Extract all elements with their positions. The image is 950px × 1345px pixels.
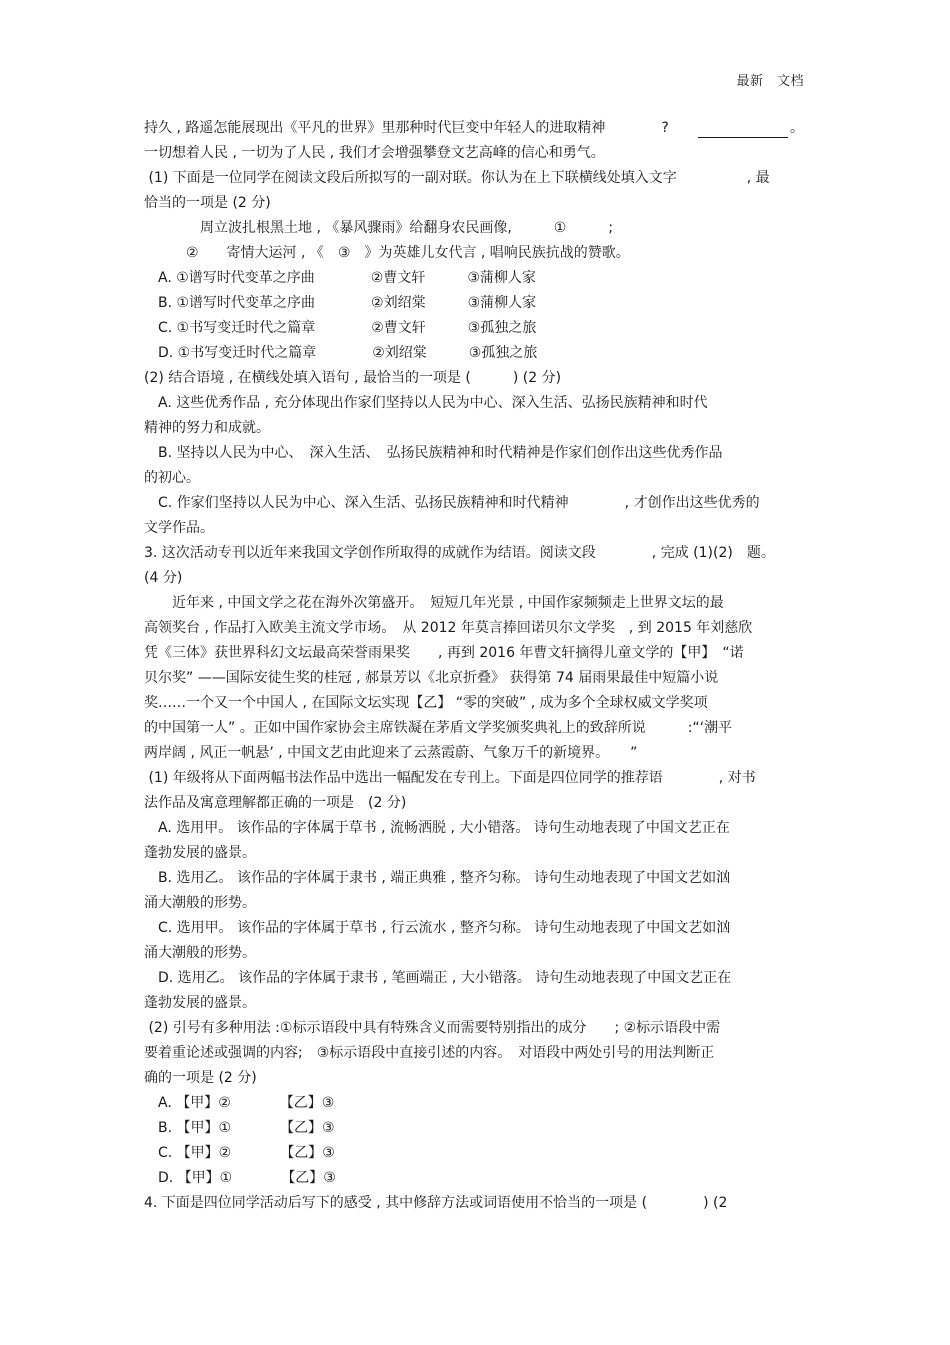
text-line: 确的一项是 (2 分) — [144, 1070, 257, 1086]
page-header: 最新 文档 — [736, 74, 804, 89]
text-line: 两岸阔 , 风正一帆悬’ , 中国文艺由此迎来了云蒸霞蔚、气象万千的新境界。 ” — [144, 745, 638, 761]
text-line: B. ①谱写时代变革之序曲 ②刘绍棠 ③蒲柳人家 — [144, 295, 537, 311]
text-line: B. 坚持以人民为中心、 深入生活、 弘扬民族精神和时代精神是作家们创作出这些优秀作品 — [144, 445, 723, 461]
text-line: (1) 下面是一位同学在阅读文段后所拟写的一副对联。你认为在上下联横线处填入文字 , 最 — [144, 170, 770, 186]
trailing-period: 。 — [790, 120, 804, 136]
text-line: 蓬勃发展的盛景。 — [144, 845, 256, 861]
text-line: A. 这些优秀作品 , 充分体现出作家们坚持以人民为中心、深入生活、弘扬民族精神和时代 — [144, 395, 708, 411]
text-line: 的初心。 — [144, 470, 200, 486]
text-line: D. 【甲】① 【乙】③ — [144, 1170, 336, 1186]
text-line: 凭《三体》获世界科幻文坛最高荣誉雨果奖 , 再到 2016 年曹文轩摘得儿童文学的【甲】 “诺 — [144, 645, 744, 661]
text-line: 涌大潮般的形势。 — [144, 895, 256, 911]
text-line: C. 选用甲。 该作品的字体属于草书 , 行云流水 , 整齐匀称。 诗句生动地表现了中国文艺如汹 — [144, 920, 731, 936]
text-line: 高领奖台 , 作品打入欧美主流文学市场。 从 2012 年莫言捧回诺贝尔文学奖 , 到 2015 年刘慈欣 — [144, 620, 753, 636]
text-line: 持久 , 路遥怎能展现出《平凡的世界》里那种时代巨变中年轻人的进取精神 ? — [144, 120, 669, 136]
text-line: D. ①书写变迁时代之篇章 ②刘绍棠 ③孤独之旅 — [144, 345, 538, 361]
text-line: 恰当的一项是 (2 分) — [144, 195, 271, 211]
text-line: 法作品及寓意理解都正确的一项是 (2 分) — [144, 795, 407, 811]
text-line: 贝尔奖” ——国际安徒生奖的桂冠 , 郝景芳以《北京折叠》 获得第 74 届雨果最佳中短篇小说 — [144, 670, 719, 686]
text-line: (2) 结合语境 , 在横线处填入语句 , 最恰当的一项是 ( ) (2 分) — [144, 370, 562, 386]
text-line: B. 选用乙。 该作品的字体属于隶书 , 端正典雅 , 整齐匀称。 诗句生动地表现了中国文艺如汹 — [144, 870, 731, 886]
text-line: (4 分) — [144, 570, 183, 586]
text-line: C. 【甲】② 【乙】③ — [144, 1145, 335, 1161]
text-line: ② 寄情大运河 , 《 ③ 》为英雄儿女代言 , 唱响民族抗战的赞歌。 — [144, 245, 630, 261]
text-line: 近年来 , 中国文学之花在海外次第盛开。 短短几年光景 , 中国作家频频走上世界文坛的最 — [144, 595, 724, 611]
text-line: 要着重论述或强调的内容; ③标示语段中直接引述的内容。 对语段中两处引号的用法判断正 — [144, 1045, 715, 1061]
text-line: 奖……一个又一个中国人 , 在国际文坛实现【乙】 “零的突破” , 成为多个全球权威文学奖项 — [144, 695, 708, 711]
answer-blank-line — [698, 123, 788, 138]
text-line: (2) 引号有多种用法 :①标示语段中具有特殊含义而需要特别指出的成分 ; ②标示语段中需 — [144, 1020, 721, 1036]
text-line: 的中国第一人” 。正如中国作家协会主席铁凝在茅盾文学奖颁奖典礼上的致辞所说 :“‘潮平 — [144, 720, 733, 736]
text-line: C. ①书写变迁时代之篇章 ②曹文轩 ③孤独之旅 — [144, 320, 537, 336]
text-line: B. 【甲】① 【乙】③ — [144, 1120, 335, 1136]
text-line: 蓬勃发展的盛景。 — [144, 995, 256, 1011]
text-line: A. ①谱写时代变革之序曲 ②曹文轩 ③蒲柳人家 — [144, 270, 536, 286]
text-line: A. 选用甲。 该作品的字体属于草书 , 流畅洒脱 , 大小错落。 诗句生动地表现了中国文艺正在 — [144, 820, 730, 836]
text-line: 精神的努力和成就。 — [144, 420, 270, 436]
text-line: D. 选用乙。 该作品的字体属于隶书 , 笔画端正 , 大小错落。 诗句生动地表现了中国文艺正在 — [144, 970, 732, 986]
text-line: A. 【甲】② 【乙】③ — [144, 1095, 335, 1111]
text-line: (1) 年级将从下面两幅书法作品中选出一幅配发在专刊上。下面是四位同学的推荐语 , 对书 — [144, 770, 756, 786]
text-line: C. 作家们坚持以人民为中心、深入生活、弘扬民族精神和时代精神 , 才创作出这些优秀的 — [144, 495, 760, 511]
text-line: 文学作品。 — [144, 520, 214, 536]
text-line: 涌大潮般的形势。 — [144, 945, 256, 961]
text-line: 3. 这次活动专刊以近年来我国文学创作所取得的成就作为结语。阅读文段 , 完成 (1)(2) 题。 — [144, 545, 775, 561]
text-line: 周立波扎根黑土地 , 《暴风骤雨》给翻身农民画像, ① ; — [144, 220, 614, 236]
text-line: 4. 下面是四位同学活动后写下的感受 , 其中修辞方法或词语使用不恰当的一项是 ( ) (2 — [144, 1195, 728, 1211]
text-line: 一切想着人民 , 一切为了人民 , 我们才会增强攀登文艺高峰的信心和勇气。 — [144, 145, 605, 161]
